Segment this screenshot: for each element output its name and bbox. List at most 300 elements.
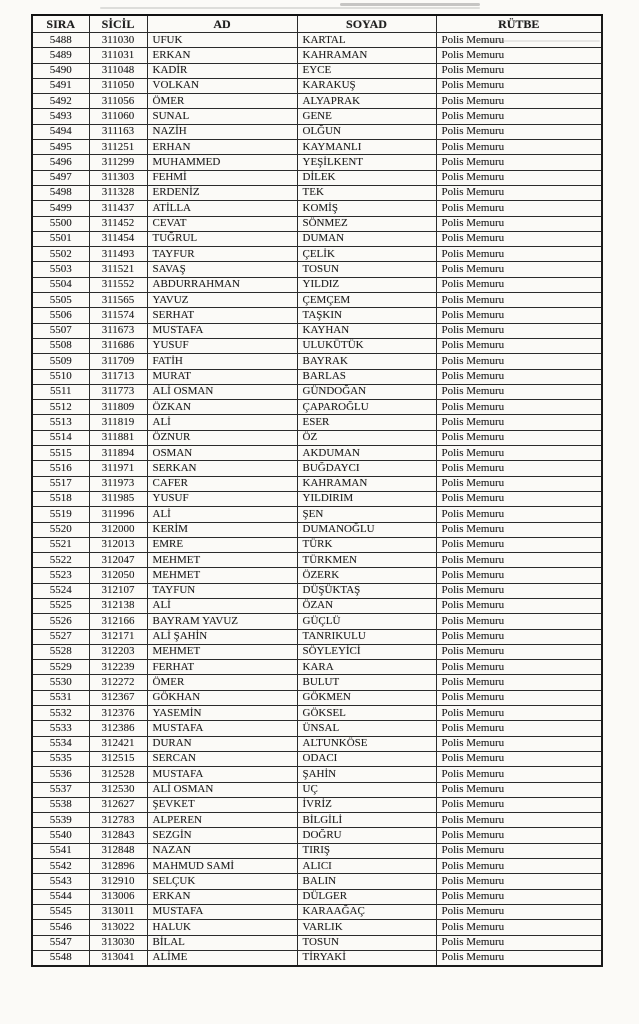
cell-rutbe: Polis Memuru — [436, 293, 602, 308]
cell-sira: 5538 — [32, 797, 89, 812]
cell-soyad: KAYHAN — [297, 323, 436, 338]
header-row — [32, 15, 602, 33]
column-header-ad: AD — [147, 15, 297, 33]
cell-soyad: GÜNDOĞAN — [297, 384, 436, 399]
cell-ad: ŞEVKET — [147, 797, 297, 812]
cell-sira: 5510 — [32, 369, 89, 384]
cell-sicil: 312896 — [89, 859, 147, 874]
cell-ad: FATİH — [147, 354, 297, 369]
cell-rutbe: Polis Memuru — [436, 415, 602, 430]
cell-soyad: BARLAS — [297, 369, 436, 384]
cell-soyad: BUĞDAYCI — [297, 461, 436, 476]
cell-soyad: TİRYAKİ — [297, 950, 436, 966]
cell-sira: 5528 — [32, 644, 89, 659]
cell-ad: ÖZNUR — [147, 430, 297, 445]
cell-soyad: AKDUMAN — [297, 446, 436, 461]
cell-ad: YUSUF — [147, 338, 297, 353]
cell-soyad: ÖZ — [297, 430, 436, 445]
cell-soyad: GÖKSEL — [297, 706, 436, 721]
cell-rutbe: Polis Memuru — [436, 308, 602, 323]
cell-soyad: TOSUN — [297, 935, 436, 950]
cell-soyad: KAYMANLI — [297, 140, 436, 155]
cell-sira: 5545 — [32, 904, 89, 919]
cell-sicil: 311971 — [89, 461, 147, 476]
cell-soyad: DÜŞÜKTAŞ — [297, 583, 436, 598]
table-row — [32, 629, 602, 644]
cell-ad: VOLKAN — [147, 78, 297, 93]
cell-ad: MUSTAFA — [147, 767, 297, 782]
cell-ad: MAHMUD SAMİ — [147, 859, 297, 874]
cell-sicil: 312000 — [89, 522, 147, 537]
cell-rutbe: Polis Memuru — [436, 400, 602, 415]
table-row — [32, 94, 602, 109]
cell-soyad: TANRIKULU — [297, 629, 436, 644]
cell-soyad: ÖZERK — [297, 568, 436, 583]
scan-artifact — [340, 3, 480, 6]
cell-sira: 5522 — [32, 553, 89, 568]
cell-ad: MURAT — [147, 369, 297, 384]
table-row — [32, 721, 602, 736]
cell-rutbe: Polis Memuru — [436, 889, 602, 904]
cell-sicil: 313030 — [89, 935, 147, 950]
cell-ad: ATİLLA — [147, 201, 297, 216]
cell-sicil: 311060 — [89, 109, 147, 124]
cell-rutbe: Polis Memuru — [436, 751, 602, 766]
table-row — [32, 33, 602, 48]
cell-soyad: TÜRKMEN — [297, 553, 436, 568]
cell-soyad: ŞEN — [297, 507, 436, 522]
cell-rutbe: Polis Memuru — [436, 507, 602, 522]
cell-rutbe: Polis Memuru — [436, 430, 602, 445]
table-row — [32, 293, 602, 308]
cell-sira: 5507 — [32, 323, 89, 338]
table-row — [32, 706, 602, 721]
column-header-sicil: SİCİL — [89, 15, 147, 33]
cell-sira: 5527 — [32, 629, 89, 644]
cell-sicil: 312166 — [89, 614, 147, 629]
cell-ad: CEVAT — [147, 216, 297, 231]
cell-rutbe: Polis Memuru — [436, 94, 602, 109]
cell-ad: NAZAN — [147, 843, 297, 858]
cell-rutbe: Polis Memuru — [436, 583, 602, 598]
table-row — [32, 950, 602, 966]
cell-sira: 5503 — [32, 262, 89, 277]
cell-ad: SERHAT — [147, 308, 297, 323]
cell-rutbe: Polis Memuru — [436, 721, 602, 736]
cell-soyad: GÜÇLÜ — [297, 614, 436, 629]
cell-sira: 5492 — [32, 94, 89, 109]
cell-rutbe: Polis Memuru — [436, 461, 602, 476]
cell-soyad: DUMAN — [297, 231, 436, 246]
table-row — [32, 323, 602, 338]
cell-sira: 5531 — [32, 690, 89, 705]
cell-ad: SUNAL — [147, 109, 297, 124]
cell-soyad: KARAAĞAÇ — [297, 904, 436, 919]
cell-soyad: YILDIRIM — [297, 491, 436, 506]
cell-rutbe: Polis Memuru — [436, 935, 602, 950]
table-row — [32, 583, 602, 598]
cell-soyad: TAŞKIN — [297, 308, 436, 323]
cell-sicil: 311521 — [89, 262, 147, 277]
cell-rutbe: Polis Memuru — [436, 797, 602, 812]
cell-sira: 5543 — [32, 874, 89, 889]
cell-sira: 5521 — [32, 537, 89, 552]
cell-soyad: ULUKÜTÜK — [297, 338, 436, 353]
cell-ad: YAVUZ — [147, 293, 297, 308]
cell-soyad: EYCE — [297, 63, 436, 78]
cell-ad: SELÇUK — [147, 874, 297, 889]
cell-ad: SERCAN — [147, 751, 297, 766]
cell-sicil: 312013 — [89, 537, 147, 552]
cell-sira: 5530 — [32, 675, 89, 690]
cell-sira: 5516 — [32, 461, 89, 476]
cell-ad: ÖZKAN — [147, 400, 297, 415]
table-row — [32, 522, 602, 537]
cell-sira: 5526 — [32, 614, 89, 629]
cell-soyad: VARLIK — [297, 920, 436, 935]
cell-soyad: DİLEK — [297, 170, 436, 185]
cell-ad: ÖMER — [147, 675, 297, 690]
cell-rutbe: Polis Memuru — [436, 690, 602, 705]
table-row — [32, 415, 602, 430]
cell-sira: 5494 — [32, 124, 89, 139]
table-row — [32, 935, 602, 950]
cell-sira: 5490 — [32, 63, 89, 78]
table-row — [32, 185, 602, 200]
cell-ad: YUSUF — [147, 491, 297, 506]
table-row — [32, 644, 602, 659]
cell-ad: SEZGİN — [147, 828, 297, 843]
cell-ad: ÖMER — [147, 94, 297, 109]
cell-ad: YASEMİN — [147, 706, 297, 721]
cell-sira: 5504 — [32, 277, 89, 292]
cell-ad: UFUK — [147, 33, 297, 48]
cell-sira: 5505 — [32, 293, 89, 308]
table-row — [32, 384, 602, 399]
cell-soyad: ÇAPAROĞLU — [297, 400, 436, 415]
cell-sira: 5509 — [32, 354, 89, 369]
cell-ad: MUSTAFA — [147, 323, 297, 338]
table-row — [32, 660, 602, 675]
cell-ad: TAYFUN — [147, 583, 297, 598]
table-row — [32, 614, 602, 629]
cell-sira: 5488 — [32, 33, 89, 48]
cell-sicil: 313011 — [89, 904, 147, 919]
cell-sicil: 312203 — [89, 644, 147, 659]
cell-ad: DURAN — [147, 736, 297, 751]
cell-sicil: 311452 — [89, 216, 147, 231]
table-row — [32, 461, 602, 476]
table-row — [32, 155, 602, 170]
cell-sicil: 311048 — [89, 63, 147, 78]
cell-sira: 5493 — [32, 109, 89, 124]
table-row — [32, 859, 602, 874]
cell-ad: ERKAN — [147, 48, 297, 63]
table-row — [32, 553, 602, 568]
cell-ad: EMRE — [147, 537, 297, 552]
cell-sira: 5534 — [32, 736, 89, 751]
cell-ad: NAZİH — [147, 124, 297, 139]
cell-sicil: 312047 — [89, 553, 147, 568]
cell-sicil: 311713 — [89, 369, 147, 384]
table-row — [32, 78, 602, 93]
column-header-soyad: SOYAD — [297, 15, 436, 33]
cell-sira: 5508 — [32, 338, 89, 353]
cell-soyad: TÜRK — [297, 537, 436, 552]
cell-rutbe: Polis Memuru — [436, 78, 602, 93]
table-row — [32, 797, 602, 812]
table-row — [32, 751, 602, 766]
cell-ad: ALİ OSMAN — [147, 384, 297, 399]
table-row — [32, 354, 602, 369]
cell-sira: 5499 — [32, 201, 89, 216]
table-row — [32, 231, 602, 246]
cell-ad: ALİ — [147, 415, 297, 430]
cell-rutbe: Polis Memuru — [436, 109, 602, 124]
cell-sicil: 311673 — [89, 323, 147, 338]
cell-sira: 5497 — [32, 170, 89, 185]
cell-rutbe: Polis Memuru — [436, 736, 602, 751]
cell-ad: KERİM — [147, 522, 297, 537]
cell-soyad: ESER — [297, 415, 436, 430]
table-row — [32, 904, 602, 919]
cell-rutbe: Polis Memuru — [436, 644, 602, 659]
table-row — [32, 446, 602, 461]
cell-ad: MEHMET — [147, 568, 297, 583]
cell-sicil: 312530 — [89, 782, 147, 797]
table-row — [32, 920, 602, 935]
cell-rutbe: Polis Memuru — [436, 767, 602, 782]
cell-sicil: 312050 — [89, 568, 147, 583]
cell-sicil: 312843 — [89, 828, 147, 843]
cell-soyad: ÇEMÇEM — [297, 293, 436, 308]
cell-sira: 5541 — [32, 843, 89, 858]
cell-sira: 5544 — [32, 889, 89, 904]
cell-ad: MEHMET — [147, 553, 297, 568]
cell-rutbe: Polis Memuru — [436, 950, 602, 966]
cell-ad: CAFER — [147, 476, 297, 491]
cell-ad: OSMAN — [147, 446, 297, 461]
cell-rutbe: Polis Memuru — [436, 660, 602, 675]
table-row — [32, 675, 602, 690]
cell-sira: 5496 — [32, 155, 89, 170]
cell-rutbe: Polis Memuru — [436, 277, 602, 292]
cell-soyad: BULUT — [297, 675, 436, 690]
cell-sicil: 311454 — [89, 231, 147, 246]
cell-sicil: 312515 — [89, 751, 147, 766]
cell-sira: 5537 — [32, 782, 89, 797]
cell-rutbe: Polis Memuru — [436, 813, 602, 828]
table-row — [32, 338, 602, 353]
cell-rutbe: Polis Memuru — [436, 170, 602, 185]
cell-sira: 5495 — [32, 140, 89, 155]
table-row — [32, 736, 602, 751]
cell-rutbe: Polis Memuru — [436, 384, 602, 399]
cell-sicil: 311552 — [89, 277, 147, 292]
cell-sira: 5489 — [32, 48, 89, 63]
cell-ad: ALİ ŞAHİN — [147, 629, 297, 644]
cell-rutbe: Polis Memuru — [436, 476, 602, 491]
cell-sicil: 311881 — [89, 430, 147, 445]
cell-sira: 5514 — [32, 430, 89, 445]
cell-rutbe: Polis Memuru — [436, 782, 602, 797]
cell-ad: GÖKHAN — [147, 690, 297, 705]
cell-sira: 5523 — [32, 568, 89, 583]
cell-rutbe: Polis Memuru — [436, 231, 602, 246]
cell-sira: 5546 — [32, 920, 89, 935]
cell-sira: 5511 — [32, 384, 89, 399]
cell-soyad: ŞAHİN — [297, 767, 436, 782]
cell-soyad: ALTUNKÖSE — [297, 736, 436, 751]
table-row — [32, 140, 602, 155]
cell-sicil: 311773 — [89, 384, 147, 399]
cell-sicil: 312171 — [89, 629, 147, 644]
cell-soyad: SÖYLEYİCİ — [297, 644, 436, 659]
cell-sicil: 312421 — [89, 736, 147, 751]
cell-rutbe: Polis Memuru — [436, 828, 602, 843]
cell-soyad: OLĞUN — [297, 124, 436, 139]
table-row — [32, 400, 602, 415]
cell-sicil: 311050 — [89, 78, 147, 93]
cell-sicil: 312367 — [89, 690, 147, 705]
cell-ad: ERKAN — [147, 889, 297, 904]
cell-rutbe: Polis Memuru — [436, 859, 602, 874]
cell-sicil: 312107 — [89, 583, 147, 598]
cell-sira: 5536 — [32, 767, 89, 782]
cell-soyad: ALYAPRAK — [297, 94, 436, 109]
cell-rutbe: Polis Memuru — [436, 675, 602, 690]
cell-rutbe: Polis Memuru — [436, 446, 602, 461]
cell-sicil: 311686 — [89, 338, 147, 353]
cell-sicil: 311973 — [89, 476, 147, 491]
cell-soyad: KARTAL — [297, 33, 436, 48]
table-row — [32, 247, 602, 262]
cell-soyad: BİLGİLİ — [297, 813, 436, 828]
cell-sicil: 313006 — [89, 889, 147, 904]
cell-sicil: 311809 — [89, 400, 147, 415]
cell-soyad: BALIN — [297, 874, 436, 889]
cell-ad: ALİ — [147, 507, 297, 522]
cell-sicil: 312386 — [89, 721, 147, 736]
table-row — [32, 690, 602, 705]
cell-rutbe: Polis Memuru — [436, 63, 602, 78]
scan-artifact — [100, 7, 480, 9]
cell-sicil: 311996 — [89, 507, 147, 522]
cell-rutbe: Polis Memuru — [436, 369, 602, 384]
cell-ad: SAVAŞ — [147, 262, 297, 277]
cell-sira: 5547 — [32, 935, 89, 950]
cell-rutbe: Polis Memuru — [436, 537, 602, 552]
cell-ad: MEHMET — [147, 644, 297, 659]
cell-soyad: TEK — [297, 185, 436, 200]
cell-sira: 5513 — [32, 415, 89, 430]
table-row — [32, 568, 602, 583]
cell-soyad: DOĞRU — [297, 828, 436, 843]
cell-rutbe: Polis Memuru — [436, 216, 602, 231]
table-row — [32, 277, 602, 292]
cell-soyad: KARAKUŞ — [297, 78, 436, 93]
table-row — [32, 782, 602, 797]
cell-sira: 5518 — [32, 491, 89, 506]
cell-soyad: BAYRAK — [297, 354, 436, 369]
cell-rutbe: Polis Memuru — [436, 568, 602, 583]
cell-ad: ALİME — [147, 950, 297, 966]
table-row — [32, 828, 602, 843]
cell-ad: FERHAT — [147, 660, 297, 675]
cell-rutbe: Polis Memuru — [436, 522, 602, 537]
cell-soyad: ÜNSAL — [297, 721, 436, 736]
cell-sira: 5524 — [32, 583, 89, 598]
cell-ad: BAYRAM YAVUZ — [147, 614, 297, 629]
cell-soyad: UÇ — [297, 782, 436, 797]
cell-rutbe: Polis Memuru — [436, 598, 602, 613]
cell-soyad: YILDIZ — [297, 277, 436, 292]
table-row — [32, 874, 602, 889]
table-row — [32, 308, 602, 323]
cell-sicil: 311437 — [89, 201, 147, 216]
cell-rutbe: Polis Memuru — [436, 124, 602, 139]
cell-sicil: 311056 — [89, 94, 147, 109]
table-row — [32, 598, 602, 613]
cell-rutbe: Polis Memuru — [436, 354, 602, 369]
cell-sira: 5519 — [32, 507, 89, 522]
cell-ad: ALİ OSMAN — [147, 782, 297, 797]
cell-sira: 5540 — [32, 828, 89, 843]
cell-sira: 5535 — [32, 751, 89, 766]
cell-ad: ALİ — [147, 598, 297, 613]
cell-rutbe: Polis Memuru — [436, 491, 602, 506]
cell-sira: 5502 — [32, 247, 89, 262]
cell-sicil: 311565 — [89, 293, 147, 308]
cell-sicil: 311251 — [89, 140, 147, 155]
table-header — [32, 15, 602, 33]
table-row — [32, 491, 602, 506]
cell-ad: ERDENİZ — [147, 185, 297, 200]
table-row — [32, 843, 602, 858]
cell-sicil: 312910 — [89, 874, 147, 889]
cell-soyad: GÖKMEN — [297, 690, 436, 705]
table-row — [32, 430, 602, 445]
table-row — [32, 201, 602, 216]
table-row — [32, 767, 602, 782]
cell-sicil: 312783 — [89, 813, 147, 828]
cell-sira: 5501 — [32, 231, 89, 246]
cell-soyad: DUMANOĞLU — [297, 522, 436, 537]
table-row — [32, 63, 602, 78]
cell-rutbe: Polis Memuru — [436, 338, 602, 353]
cell-ad: HALUK — [147, 920, 297, 935]
cell-soyad: ODACI — [297, 751, 436, 766]
cell-rutbe: Polis Memuru — [436, 904, 602, 919]
cell-sira: 5525 — [32, 598, 89, 613]
cell-soyad: DÜLGER — [297, 889, 436, 904]
cell-rutbe: Polis Memuru — [436, 155, 602, 170]
cell-ad: FEHMİ — [147, 170, 297, 185]
cell-sira: 5533 — [32, 721, 89, 736]
cell-sira: 5515 — [32, 446, 89, 461]
cell-sicil: 313022 — [89, 920, 147, 935]
cell-sicil: 311030 — [89, 33, 147, 48]
cell-soyad: ÖZAN — [297, 598, 436, 613]
cell-sicil: 312848 — [89, 843, 147, 858]
cell-soyad: KARA — [297, 660, 436, 675]
personnel-table — [31, 14, 603, 967]
cell-rutbe: Polis Memuru — [436, 185, 602, 200]
cell-sira: 5532 — [32, 706, 89, 721]
table-row — [32, 507, 602, 522]
cell-sicil: 311819 — [89, 415, 147, 430]
cell-sicil: 311299 — [89, 155, 147, 170]
